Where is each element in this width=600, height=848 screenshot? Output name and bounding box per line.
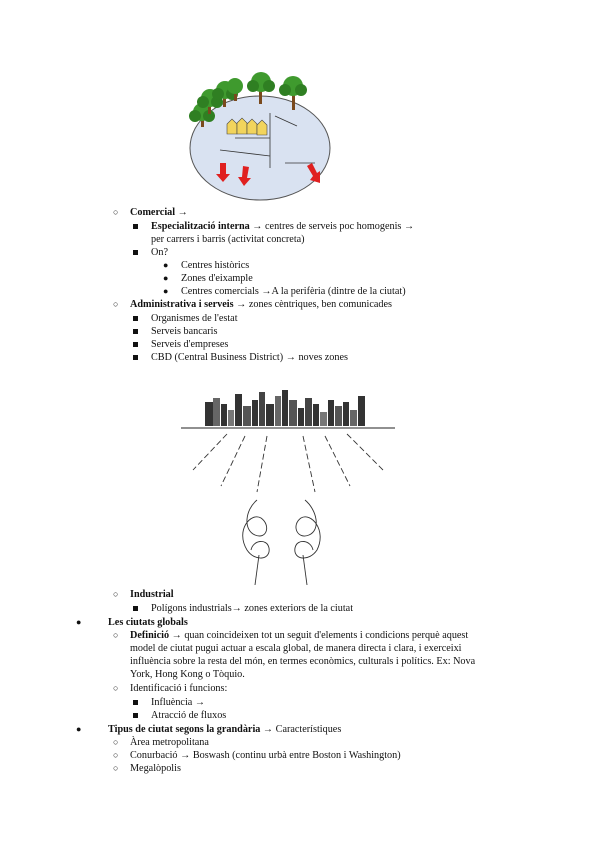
square-bullet-icon [133, 316, 138, 321]
identification-item: Atracció de fluxos [151, 710, 227, 721]
size-item: Conurbació → Boswash (continu urbà entre Boston i Washington) [130, 750, 401, 761]
specialization-line-2: per carrers i barris (activitat concreta) [151, 234, 305, 245]
hollow-bullet-icon: ○ [113, 750, 119, 760]
global-heading: Les ciutats globals [108, 617, 188, 628]
rays [193, 434, 383, 492]
admin-item: Organismes de l'estat [151, 313, 238, 324]
skyline-illustration [175, 390, 400, 590]
where-item: Centres comercials →A la perifèria (dintre de la ciutat) [181, 286, 406, 297]
definition-line-3: influència sobre la resta del món, en termes econòmics, culturals i polítics. Ex: Nova [130, 656, 476, 667]
definition-line-4: York, Hong Kong o Tòquio. [130, 669, 245, 680]
square-bullet-icon [133, 329, 138, 334]
industrial-item: Polígons industrials→ zones exteriors de la ciutat [151, 603, 354, 614]
industrial-heading: Industrial [130, 589, 174, 600]
admin-item: Serveis d'empreses [151, 339, 229, 350]
hollow-bullet-icon: ○ [113, 630, 119, 640]
square-bullet-icon [133, 250, 138, 255]
hollow-bullet-icon: ○ [113, 737, 119, 747]
admin-item: Serveis bancaris [151, 326, 218, 337]
definition-line-1: Definició → quan coincideixen tot un seguit d'elements i condicions perquè aquest [130, 630, 469, 641]
square-bullet-icon [133, 606, 138, 611]
where-item: Centres històrics [181, 260, 250, 271]
size-item: Megalòpolis [130, 763, 181, 774]
square-bullet-icon [133, 700, 138, 705]
hollow-bullet-icon: ○ [113, 299, 119, 309]
identification-item: Influència → [151, 697, 206, 708]
admin-heading: Administrativa i serveis → zones cèntriques, ben comunicades [130, 299, 392, 310]
square-bullet-icon [133, 342, 138, 347]
hollow-bullet-icon: ○ [113, 207, 119, 217]
hollow-bullet-icon: ○ [113, 763, 119, 773]
commercial-city-illustration [175, 68, 345, 204]
where-item: Zones d'eixample [181, 273, 253, 284]
where-label: On? [151, 247, 168, 258]
specialization-line: Especialització interna → centres de serveis poc homogenis → [151, 221, 415, 232]
admin-item: CBD (Central Business District) → noves zones [151, 352, 348, 363]
dot-bullet-icon: ● [76, 724, 82, 734]
square-bullet-icon [133, 355, 138, 360]
definition-line-2: model de ciutat pugui actuar a escala global, de manera directa i clara, i exerceixi [130, 643, 462, 654]
hollow-bullet-icon: ○ [113, 589, 119, 599]
skyline-buildings [205, 390, 365, 426]
size-item: Àrea metropolitana [130, 737, 209, 748]
square-bullet-icon [133, 224, 138, 229]
square-bullet-icon [133, 713, 138, 718]
industrial-loops [243, 500, 320, 585]
dot-bullet-icon: ● [76, 617, 82, 627]
commercial-heading: Comercial → [130, 207, 188, 218]
size-heading: Tipus de ciutat segons la grandària → Característiques [108, 724, 342, 735]
dot-bullet-icon: ● [163, 273, 169, 283]
hollow-bullet-icon: ○ [113, 683, 119, 693]
identification-label: Identificació i funcions: [130, 683, 228, 694]
dot-bullet-icon: ● [163, 286, 169, 296]
dot-bullet-icon: ● [163, 260, 169, 270]
